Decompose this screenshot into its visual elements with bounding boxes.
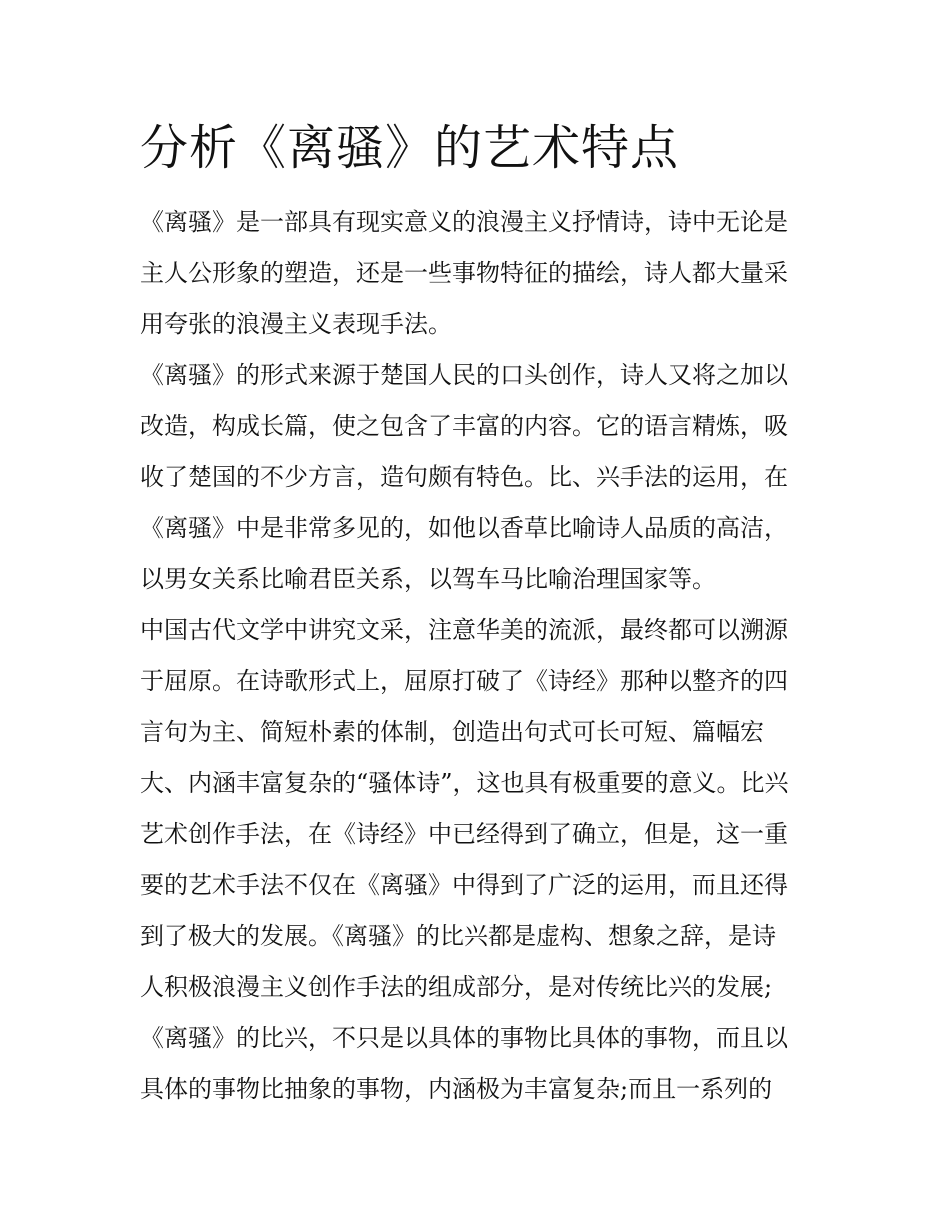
body-line: 于屈原。在诗歌形式上，屈原打破了《诗经》那种以整齐的四 [140,667,788,695]
body-line: 用夸张的浪漫主义表现手法。 [140,310,452,338]
body-line: 收了楚国的不少方言，造句颇有特色。比、兴手法的运用，在 [140,463,788,491]
page-title: 分析《离骚》的艺术特点 [140,120,680,176]
body-line: 艺术创作手法，在《诗经》中已经得到了确立，但是，这一重 [140,820,788,848]
body-line: 到了极大的发展。《离骚》的比兴都是虚构、想象之辞，是诗 [140,922,776,950]
body-line: 《离骚》的形式来源于楚国人民的口头创作，诗人又将之加以 [140,361,788,389]
body-line: 《离骚》的比兴，不只是以具体的事物比具体的事物，而且以 [140,1024,788,1052]
body-line: 《离骚》是一部具有现实意义的浪漫主义抒情诗，诗中无论是 [140,208,788,236]
body-line: 人积极浪漫主义创作手法的组成部分，是对传统比兴的发展; [140,973,773,1001]
body-line: 以男女关系比喻君臣关系，以驾车马比喻治理国家等。 [140,565,716,593]
body-line: 《离骚》中是非常多见的，如他以香草比喻诗人品质的高洁， [140,514,788,542]
body-line: 改造，构成长篇，使之包含了丰富的内容。它的语言精炼，吸 [140,412,788,440]
body-line: 中国古代文学中讲究文采，注意华美的流派，最终都可以溯源 [140,616,788,644]
body-line: 要的艺术手法不仅在《离骚》中得到了广泛的运用，而且还得 [140,871,788,899]
body-line: 具体的事物比抽象的事物，内涵极为丰富复杂;而且一系列的 [140,1075,773,1103]
body-line: 言句为主、简短朴素的体制，创造出句式可长可短、篇幅宏 [140,718,764,746]
body-line: 大、内涵丰富复杂的“骚体诗”，这也具有极重要的意义。比兴 [140,769,789,797]
body-line: 主人公形象的塑造，还是一些事物特征的描绘，诗人都大量采 [140,259,788,287]
